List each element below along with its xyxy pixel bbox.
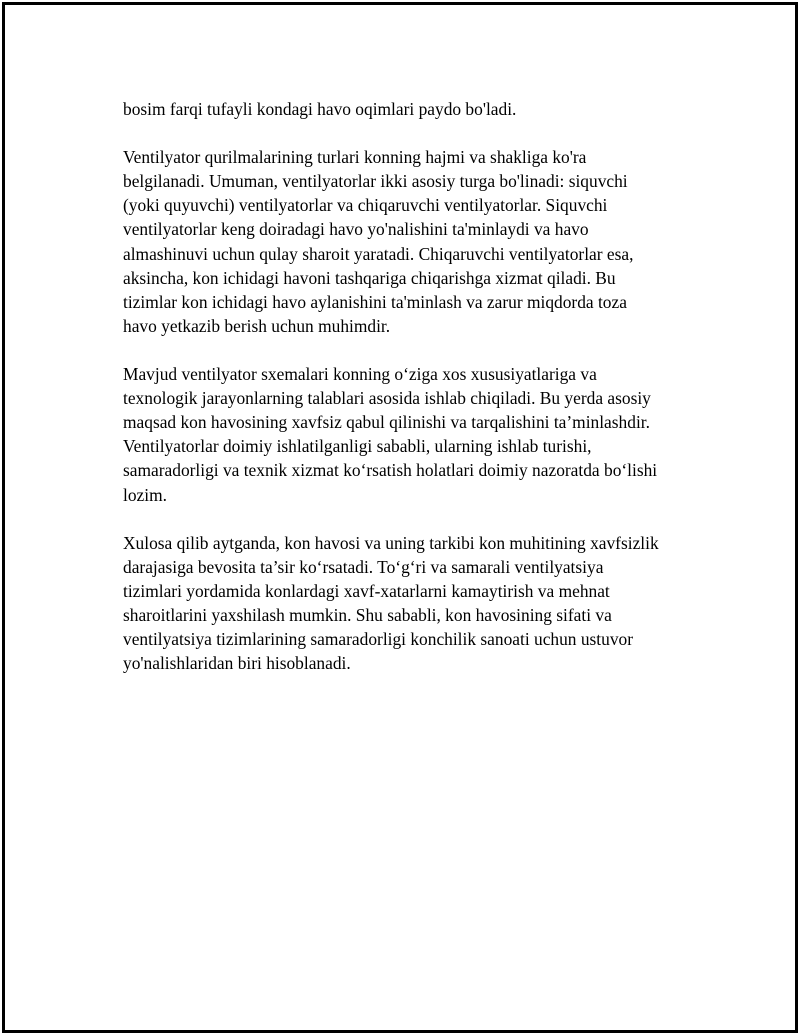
paragraph-line: havo yetkazib berish uchun muhimdir. (123, 315, 391, 336)
paragraph-line: samaradorligi va texnik xizmat ko‘rsatish holatlari doimiy nazoratda bo‘lishi (123, 460, 658, 481)
paragraph-line: almashinuvi uchun qulay sharoit yaratadi. Chiqaruvchi ventilyatorlar esa, (123, 243, 634, 264)
paragraph-2 (123, 145, 703, 338)
document-body (123, 97, 703, 699)
paragraph-line: lozim. (123, 484, 167, 505)
paragraph-4 (123, 531, 703, 676)
paragraph-line: Mavjud ventilyator sxemalari konning o‘ziga xos xususiyatlariga va (123, 364, 597, 385)
paragraph-line: Xulosa qilib aytganda, kon havosi va uning tarkibi kon muhitining xavfsizlik (123, 532, 659, 553)
paragraph-line: ventilyatorlar keng doiradagi havo yo'nalishini ta'minlaydi va havo (123, 219, 589, 240)
paragraph-line: Ventilyator qurilmalarining turlari konning hajmi va shakliga ko'ra (123, 147, 587, 168)
paragraph-line: maqsad kon havosining xavfsiz qabul qilinishi va tarqalishini ta’minlashdir. (123, 412, 650, 433)
paragraph-line: yo'nalishlaridan biri hisoblanadi. (123, 653, 351, 674)
paragraph-line: sharoitlarini yaxshilash mumkin. Shu sababli, kon havosining sifati va (123, 604, 612, 625)
paragraph-line: bosim farqi tufayli kondagi havo oqimlari paydo bo'ladi. (123, 99, 517, 119)
paragraph-line: tizimlar kon ichidagi havo aylanishini ta'minlash va zarur miqdorda toza (123, 291, 627, 312)
paragraph-line: aksincha, kon ichidagi havoni tashqariga chiqarishga xizmat qiladi. Bu (123, 267, 616, 288)
paragraph-line: texnologik jarayonlarning talablari asosida ishlab chiqiladi. Bu yerda asosiy (123, 388, 651, 409)
paragraph-line: (yoki quyuvchi) ventilyatorlar va chiqaruvchi ventilyatorlar. Siquvchi (123, 195, 608, 216)
paragraph-line: belgilanadi. Umuman, ventilyatorlar ikki asosiy turga bo'linadi: siquvchi (123, 171, 628, 192)
paragraph-line: darajasiga bevosita ta’sir ko‘rsatadi. To‘g‘ri va samarali ventilyatsiya (123, 556, 604, 577)
paragraph-line: tizimlari yordamida konlardagi xavf-xatarlarni kamaytirish va mehnat (123, 580, 610, 601)
paragraph-3 (123, 362, 703, 507)
paragraph-1 (123, 97, 703, 121)
paragraph-line: ventilyatsiya tizimlarining samaradorligi konchilik sanoati uchun ustuvor (123, 629, 634, 650)
paragraph-line: Ventilyatorlar doimiy ishlatilganligi sababli, ularning ishlab turishi, (123, 436, 592, 457)
page-frame (2, 2, 798, 1033)
